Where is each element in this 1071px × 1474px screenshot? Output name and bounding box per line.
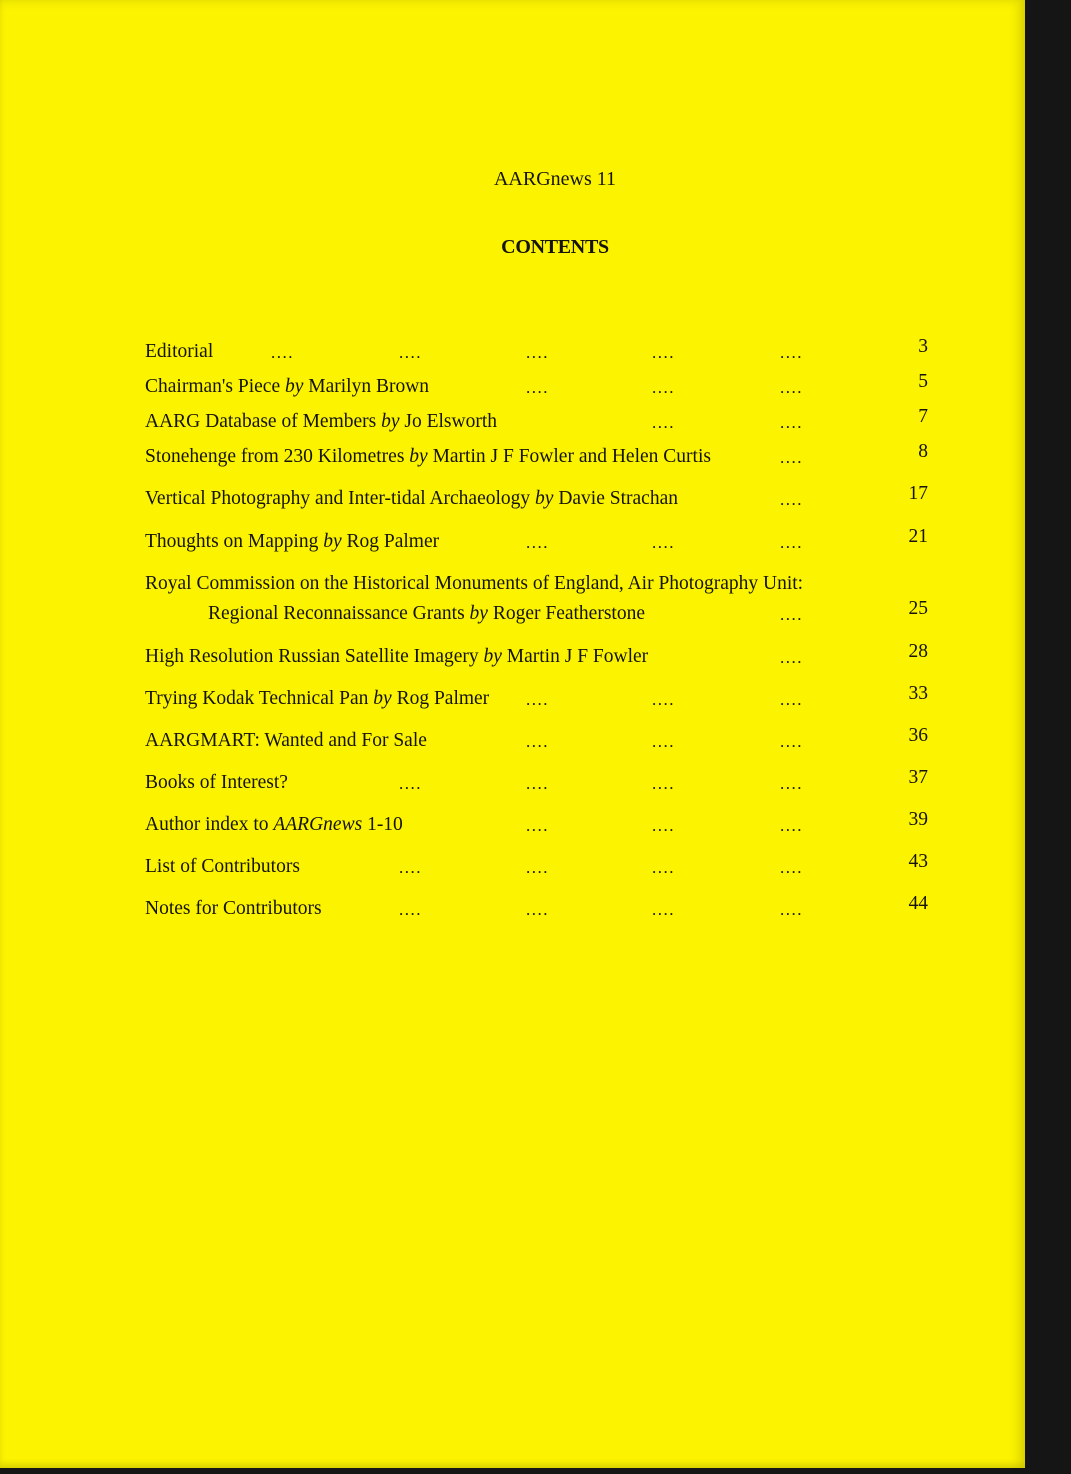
dot-leader: .... [780,605,803,624]
page-number: 21 [908,526,928,547]
entry-title: Vertical Photography and Inter-tidal Archaeology by Davie Strachan [145,488,678,509]
toc-entry [145,406,935,441]
dot-leader: .... [780,343,803,362]
page-number: 3 [918,336,928,357]
dot-leader: .... [526,732,549,751]
page-number: 33 [908,683,928,704]
entry-title: Regional Reconnaissance Grants by Roger Featherstone [208,603,645,624]
dot-leader: .... [526,690,549,709]
page-number: 5 [918,371,928,392]
dot-leader: .... [652,690,675,709]
dot-leader: .... [652,533,675,552]
entry-title: Thoughts on Mapping by Rog Palmer [145,531,440,552]
toc-entry [145,336,935,371]
entry-title: Trying Kodak Technical Pan by Rog Palmer [145,688,490,709]
issue-title: AARGnews 11 [493,168,617,190]
toc-entry [145,441,935,476]
toc-entry [145,683,935,718]
entry-title: Editorial [145,341,214,362]
dot-leader: .... [780,690,803,709]
dot-leader: .... [652,900,675,919]
dot-leader: .... [399,858,422,877]
page-number: 43 [908,851,928,872]
contents-heading: CONTENTS [501,236,609,258]
dot-leader: .... [652,413,675,432]
entry-title: AARG Database of Members by Jo Elsworth [145,411,498,432]
dot-leader: .... [526,343,549,362]
entry-title: Chairman's Piece by Marilyn Brown [145,376,430,397]
toc-entry [145,573,935,603]
toc-entry [145,809,935,844]
dot-leader: .... [780,732,803,751]
toc-entry [145,641,935,676]
dot-leader: .... [399,900,422,919]
entry-title: Notes for Contributors [145,898,322,919]
toc-entry [145,526,935,561]
toc-entry [145,725,935,760]
dot-leader: .... [526,774,549,793]
dot-leader: .... [271,343,294,362]
dot-leader: .... [780,858,803,877]
toc-entry [145,767,935,802]
page-number: 7 [918,406,928,427]
dot-leader: .... [780,900,803,919]
dot-leader: .... [780,448,803,467]
dot-leader: .... [780,648,803,667]
entry-title: Royal Commission on the Historical Monuments of England, Air Photography Unit: [145,573,804,594]
dot-leader: .... [652,378,675,397]
toc-entry [145,851,935,886]
page-number: 25 [908,598,928,619]
dot-leader: .... [526,858,549,877]
entry-title: Stonehenge from 230 Kilometres by Martin J F Fowler and Helen Curtis [145,446,711,467]
dot-leader: .... [780,490,803,509]
page-number: 28 [908,641,928,662]
page-number: 8 [918,441,928,462]
dot-leader: .... [780,816,803,835]
dot-leader: .... [399,774,422,793]
page-number: 39 [908,809,928,830]
dot-leader: .... [652,732,675,751]
toc-entry [145,598,935,633]
dot-leader: .... [526,533,549,552]
page-number: 44 [908,893,928,914]
toc-entry [145,893,935,928]
entry-title: List of Contributors [145,856,300,877]
dot-leader: .... [652,774,675,793]
dot-leader: .... [652,858,675,877]
dot-leader: .... [399,343,422,362]
dot-leader: .... [780,378,803,397]
dot-leader: .... [780,413,803,432]
entry-title: Author index to AARGnews 1-10 [145,814,403,835]
dot-leader: .... [652,343,675,362]
dot-leader: .... [780,774,803,793]
dot-leader: .... [652,816,675,835]
dot-leader: .... [526,900,549,919]
page-number: 37 [908,767,928,788]
entry-title: Books of Interest? [145,772,288,793]
entry-title: High Resolution Russian Satellite Imagery by Martin J F Fowler [145,646,649,667]
dot-leader: .... [526,378,549,397]
toc-entry [145,371,935,406]
toc-entry [145,483,935,518]
page-number: 17 [908,483,928,504]
dot-leader: .... [780,533,803,552]
page-number: 36 [908,725,928,746]
entry-title: AARGMART: Wanted and For Sale [145,730,427,751]
dot-leader: .... [526,816,549,835]
